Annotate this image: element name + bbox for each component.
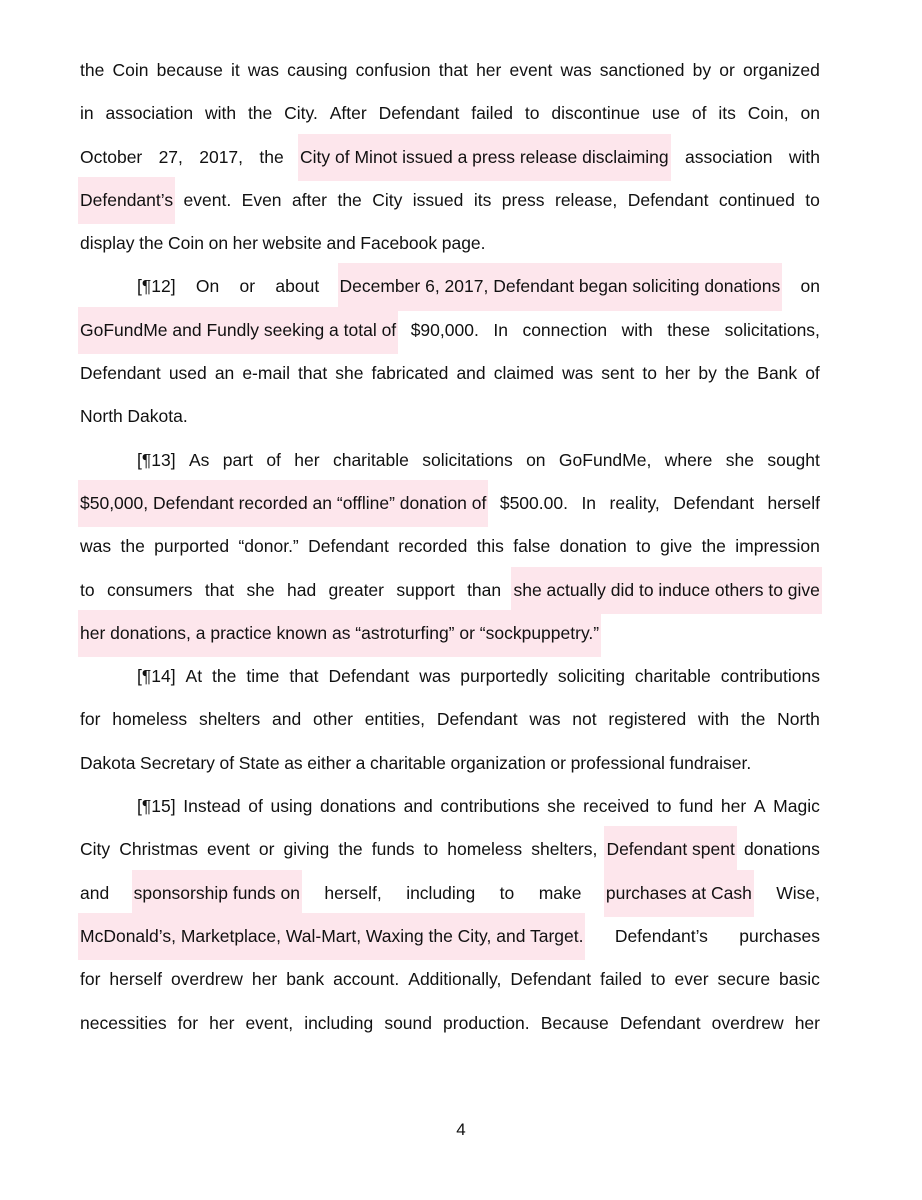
text-line: [80, 222, 820, 265]
word: she: [547, 796, 576, 817]
word: to: [642, 363, 657, 384]
word: association: [105, 103, 194, 124]
word: the: [139, 233, 164, 254]
word: Bank: [757, 363, 798, 384]
word: and: [456, 363, 486, 384]
word: was: [419, 666, 451, 687]
word: these: [667, 319, 711, 340]
word: fund: [679, 796, 714, 817]
word: herself: [109, 969, 162, 990]
word: its: [473, 189, 492, 210]
text-line: [80, 265, 820, 308]
word: contributions: [440, 796, 540, 817]
word: $500.00.: [499, 492, 568, 513]
word: its: [718, 103, 736, 124]
word: After: [329, 103, 367, 124]
word: Coin: [168, 233, 204, 254]
word: donations: [743, 839, 820, 860]
word: that: [298, 363, 328, 384]
word: charitable: [332, 449, 409, 470]
word: e-mail: [242, 363, 290, 384]
word: where: [664, 449, 713, 470]
word: was: [80, 536, 112, 557]
word: overdrew: [170, 969, 243, 990]
word: she: [725, 449, 754, 470]
word: discontinue: [551, 103, 640, 124]
word: entities,: [364, 709, 426, 730]
word: press: [501, 189, 545, 210]
text-line: [80, 92, 820, 135]
word: issued: [412, 189, 464, 210]
word: and: [326, 233, 356, 254]
word: for: [177, 1012, 199, 1033]
word: Wise,: [776, 882, 820, 903]
word: event.: [183, 189, 232, 210]
highlighted-text: GoFundMe and Fundly seeking a total of: [80, 309, 396, 352]
text-line: [80, 655, 820, 698]
word: than: [467, 579, 502, 600]
word: overdrew: [711, 1012, 784, 1033]
word: sought: [767, 449, 820, 470]
word: used: [168, 363, 207, 384]
word: Additionally,: [408, 969, 502, 990]
word: to: [636, 536, 651, 557]
word: Defendant: [510, 969, 592, 990]
word: event: [207, 839, 250, 860]
word: an: [214, 363, 235, 384]
word: she: [335, 363, 364, 384]
word: other: [313, 709, 353, 730]
word: display: [80, 233, 135, 254]
text-line: [80, 742, 820, 785]
word: October: [80, 146, 143, 167]
word: Christmas: [119, 839, 198, 860]
word: this: [476, 536, 504, 557]
word: continued: [718, 189, 795, 210]
text-line: [80, 179, 820, 222]
highlighted-text: McDonald’s, Marketplace, Wal-Mart, Waxing the City, and Target.: [80, 915, 583, 958]
word: on: [526, 449, 546, 470]
word: the: [120, 536, 145, 557]
word: As: [188, 449, 210, 470]
word: [¶12]: [137, 276, 176, 297]
highlighted-text: she actually did to induce others to give: [513, 569, 819, 612]
word: or: [719, 60, 735, 80]
word: At: [185, 666, 203, 687]
word: her: [294, 449, 320, 470]
word: homeless: [112, 709, 188, 730]
word: shelters: [198, 709, 261, 730]
word: donations: [320, 796, 396, 817]
word: Magic: [773, 796, 820, 817]
text-line: [80, 828, 820, 871]
word: with: [204, 103, 237, 124]
word: her: [232, 233, 258, 254]
word: $90,000.: [410, 319, 479, 340]
word: her: [251, 969, 278, 990]
word: GoFundMe,: [558, 449, 652, 470]
word: was: [529, 709, 561, 730]
word: that: [289, 666, 319, 687]
word: give: [660, 536, 693, 557]
highlighted-text: City of Minot issued a press release disclaiming: [300, 136, 669, 179]
text-line: [80, 785, 820, 828]
text-line: [80, 872, 820, 915]
word: Coin: [112, 60, 149, 80]
word: bank: [286, 969, 325, 990]
text-line: [80, 698, 820, 741]
word: herself: [767, 492, 820, 513]
word: Defendant: [673, 492, 754, 513]
word: to: [650, 969, 666, 990]
word: the: [740, 709, 766, 730]
word: for: [80, 709, 101, 730]
word: organization: [450, 752, 546, 773]
word: purported: [154, 536, 230, 557]
text-line: [80, 958, 820, 1001]
word: or: [239, 276, 256, 297]
word: of: [248, 796, 263, 817]
word: Instead: [183, 796, 241, 817]
highlighted-text: her donations, a practice known as “astroturfing” or “sockpuppetry.”: [80, 612, 599, 655]
word: Secretary: [140, 752, 215, 773]
word: her: [209, 1012, 235, 1033]
word: make: [538, 882, 582, 903]
highlighted-text: Defendant’s: [80, 179, 173, 222]
word: page.: [441, 233, 486, 254]
word: Defendant: [308, 536, 389, 557]
word: because: [156, 60, 223, 80]
word: of: [691, 103, 707, 124]
word: A: [753, 796, 766, 817]
word: Because: [540, 1012, 609, 1033]
word: Defendant: [328, 666, 410, 687]
word: greater: [328, 579, 384, 600]
word: Defendant: [436, 709, 518, 730]
word: was: [560, 60, 592, 80]
word: State: [238, 752, 280, 773]
text-line: [80, 525, 820, 568]
word: or: [550, 752, 566, 773]
word: received: [583, 796, 650, 817]
word: Even: [241, 189, 282, 210]
word: her: [665, 363, 691, 384]
text-line: [80, 482, 820, 525]
word: it: [230, 60, 240, 80]
word: event: [509, 60, 553, 80]
word: of: [219, 752, 235, 773]
word: on: [800, 276, 820, 297]
word: In: [493, 319, 508, 340]
text-line: [80, 915, 820, 958]
word: association: [684, 146, 773, 167]
word: shelters,: [531, 839, 598, 860]
word: causing: [287, 60, 348, 80]
word: to: [656, 796, 672, 817]
text-line: [80, 309, 820, 352]
word: account.: [333, 969, 400, 990]
word: soliciting: [557, 666, 625, 687]
highlighted-text: purchases at Cash: [606, 872, 752, 915]
word: consumers: [106, 579, 193, 600]
text-line: [80, 395, 820, 438]
word: time: [246, 666, 280, 687]
word: including: [406, 882, 476, 903]
highlighted-text: sponsorship funds on: [134, 872, 300, 915]
page-number: 4: [456, 1120, 466, 1139]
word: City.: [284, 103, 318, 124]
word: 27,: [158, 146, 183, 167]
word: sent: [601, 363, 635, 384]
word: using: [270, 796, 313, 817]
word: necessities: [80, 1012, 167, 1033]
word: the: [724, 363, 750, 384]
word: use: [651, 103, 681, 124]
word: Defendant: [627, 189, 709, 210]
word: ever: [674, 969, 709, 990]
word: organized: [742, 60, 820, 80]
word: Defendant: [80, 363, 161, 384]
word: fabricated: [371, 363, 449, 384]
word: On: [195, 276, 220, 297]
word: professional: [570, 752, 665, 773]
word: sanctioned: [599, 60, 685, 80]
word: event,: [245, 1012, 294, 1033]
word: City: [80, 839, 111, 860]
word: her: [720, 796, 747, 817]
word: charitable: [369, 752, 446, 773]
word: confusion: [355, 60, 431, 80]
word: about: [275, 276, 320, 297]
word: that: [438, 60, 468, 80]
word: City: [372, 189, 403, 210]
word: the: [338, 839, 363, 860]
word: was: [247, 60, 279, 80]
word: to: [80, 579, 95, 600]
word: charitable: [634, 666, 711, 687]
word: the: [212, 666, 237, 687]
word: of: [266, 449, 281, 470]
word: on: [800, 103, 820, 124]
word: and: [80, 882, 110, 903]
word: Facebook: [360, 233, 438, 254]
word: the: [337, 189, 362, 210]
word: the: [701, 536, 726, 557]
word: Coin,: [747, 103, 789, 124]
word: not: [572, 709, 597, 730]
word: the: [247, 103, 273, 124]
text-line: [80, 49, 820, 92]
word: herself,: [324, 882, 382, 903]
word: with: [621, 319, 653, 340]
word: failed: [600, 969, 642, 990]
body-text: [80, 49, 820, 1045]
word: a: [355, 752, 366, 773]
word: registered: [608, 709, 687, 730]
word: Dakota.: [127, 406, 188, 427]
word: and: [403, 796, 433, 817]
word: release,: [555, 189, 618, 210]
word: that: [204, 579, 235, 600]
word: [¶14]: [137, 666, 176, 687]
word: the: [80, 60, 105, 80]
word: to: [423, 839, 439, 860]
word: in: [80, 103, 94, 124]
word: contributions: [720, 666, 820, 687]
highlighted-text: December 6, 2017, Defendant began soliciting donations: [340, 265, 781, 308]
word: secure: [717, 969, 771, 990]
word: to: [499, 882, 515, 903]
text-line: [80, 439, 820, 482]
word: she: [246, 579, 275, 600]
word: on: [208, 233, 229, 254]
word: failed: [471, 103, 514, 124]
word: “donor.”: [238, 536, 299, 557]
word: Defendant’s: [614, 925, 708, 946]
word: and: [272, 709, 302, 730]
word: support: [396, 579, 455, 600]
word: with: [698, 709, 730, 730]
word: donation: [559, 536, 627, 557]
word: Dakota: [80, 752, 136, 773]
text-line: [80, 352, 820, 395]
word: including: [304, 1012, 374, 1033]
word: website: [262, 233, 322, 254]
word: basic: [779, 969, 820, 990]
word: either: [307, 752, 352, 773]
word: the: [259, 146, 284, 167]
word: recorded: [398, 536, 468, 557]
word: was: [562, 363, 594, 384]
word: purportedly: [460, 666, 548, 687]
word: of: [805, 363, 820, 384]
highlighted-text: Defendant spent: [606, 828, 734, 871]
word: 2017,: [199, 146, 244, 167]
word: connection: [522, 319, 608, 340]
word: North: [777, 709, 820, 730]
word: [¶13]: [137, 449, 176, 470]
word: false: [513, 536, 551, 557]
word: production.: [443, 1012, 530, 1033]
word: reality,: [609, 492, 660, 513]
word: Defendant: [378, 103, 460, 124]
word: for: [80, 969, 101, 990]
word: claimed: [493, 363, 555, 384]
word: giving: [283, 839, 330, 860]
text-line: [80, 612, 820, 655]
word: as: [284, 752, 303, 773]
word: impression: [735, 536, 820, 557]
word: by: [698, 363, 717, 384]
word: [¶15]: [137, 796, 176, 817]
text-line: [80, 1002, 820, 1045]
word: In: [581, 492, 597, 513]
word: North: [80, 406, 123, 427]
word: Defendant: [619, 1012, 701, 1033]
word: to: [524, 103, 540, 124]
word: by: [692, 60, 712, 80]
word: funds: [371, 839, 415, 860]
word: her: [794, 1012, 820, 1033]
word: homeless: [447, 839, 523, 860]
text-line: [80, 569, 820, 612]
word: solicitations,: [724, 319, 820, 340]
word: with: [788, 146, 820, 167]
word: had: [287, 579, 317, 600]
highlighted-text: $50,000, Defendant recorded an “offline” donation of: [80, 482, 486, 525]
word: or: [258, 839, 275, 860]
word: part: [222, 449, 253, 470]
word: after: [291, 189, 328, 210]
text-line: [80, 136, 820, 179]
word: purchases: [739, 925, 820, 946]
word: sound: [384, 1012, 432, 1033]
word: her: [476, 60, 502, 80]
word: fundraiser.: [669, 752, 752, 773]
word: to: [805, 189, 820, 210]
word: solicitations: [422, 449, 513, 470]
